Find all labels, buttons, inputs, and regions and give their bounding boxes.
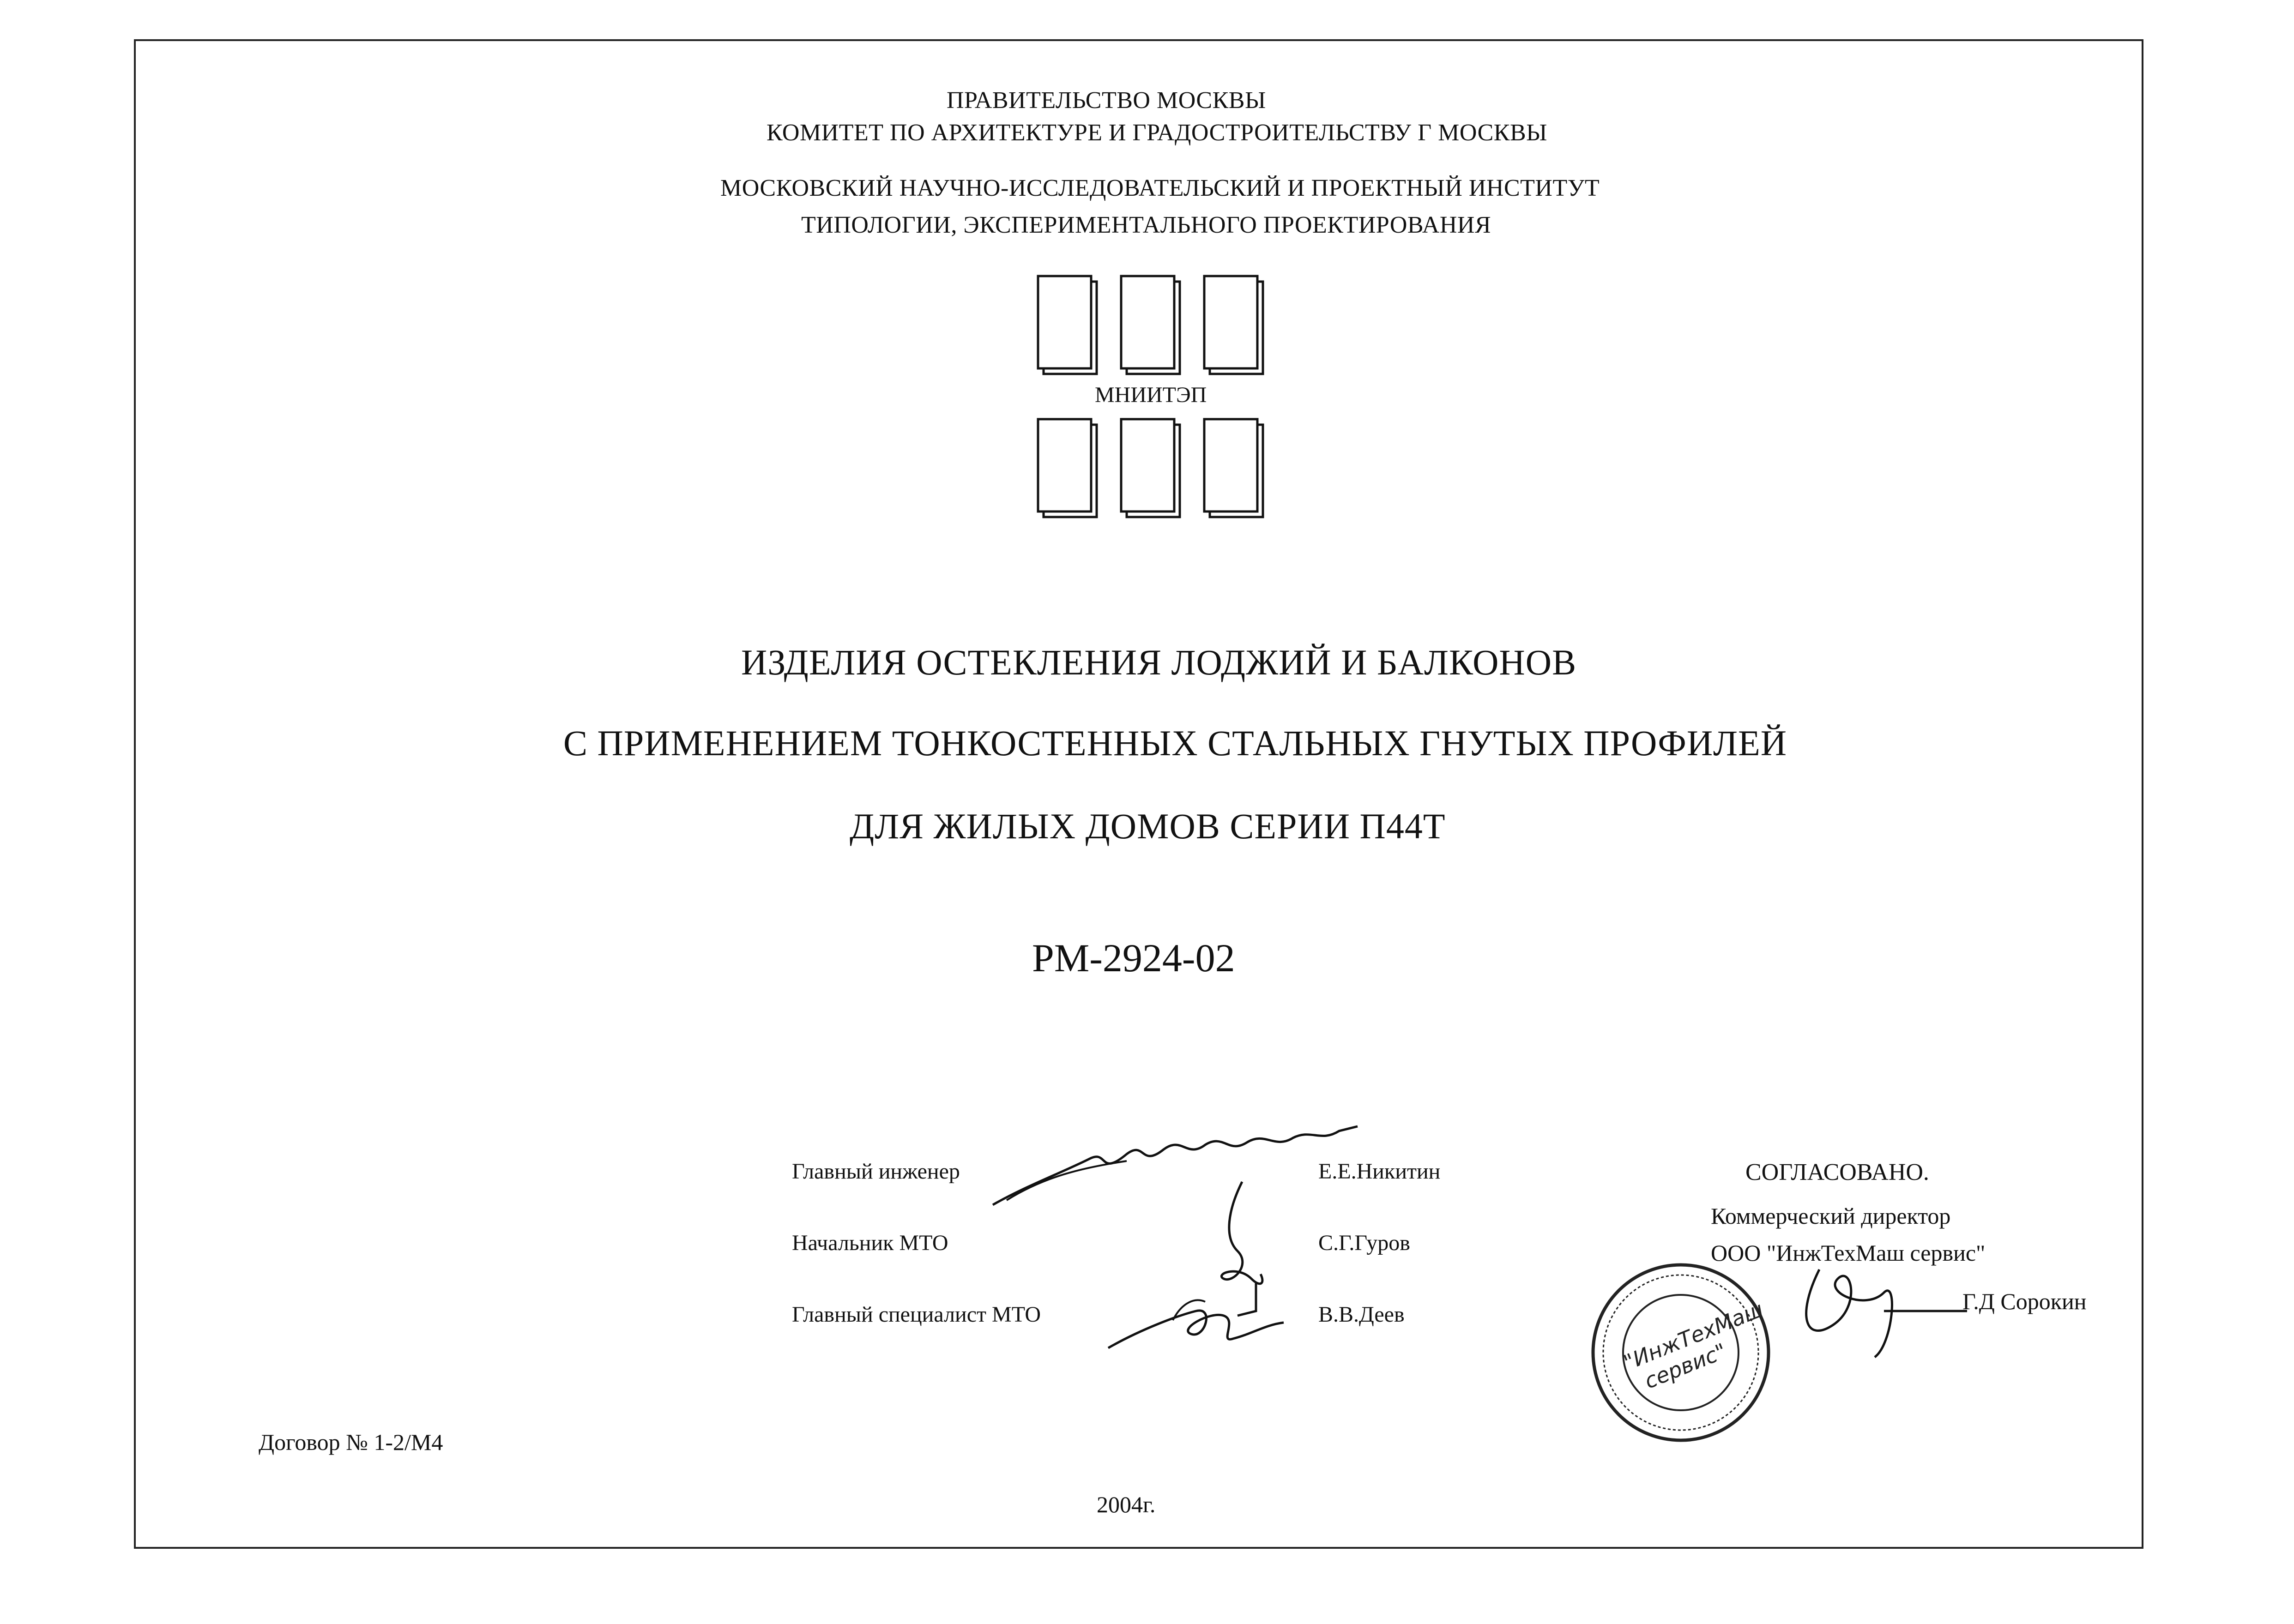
header-line-typology: ТИПОЛОГИИ, ЭКСПЕРИМЕНТАЛЬНОГО ПРОЕКТИРОВАНИЯ [801, 212, 1491, 238]
signature-name-chief-specialist: В.В.Деев [1318, 1302, 1405, 1327]
company-stamp [1588, 1260, 1773, 1445]
handwritten-signature-nikitin [988, 1117, 1367, 1214]
signature-name-head-mto: С.Г.Гуров [1318, 1231, 1410, 1255]
handwritten-signature-deev [1104, 1283, 1288, 1357]
header-line-government: ПРАВИТЕЛЬСТВО МОСКВЫ [947, 87, 1266, 114]
approval-position: Коммерческий директор [1711, 1203, 1951, 1229]
handwritten-signature-sorokin [1778, 1223, 1972, 1362]
approval-heading: СОГЛАСОВАНО. [1745, 1159, 1929, 1185]
signature-name-chief-engineer: Е.Е.Никитин [1318, 1159, 1441, 1184]
document-year: 2004г. [1097, 1492, 1156, 1517]
signature-role-chief-engineer: Главный инженер [792, 1159, 960, 1184]
header-line-committee: КОМИТЕТ ПО АРХИТЕКТУРЕ И ГРАДОСТРОИТЕЛЬСТВУ Г МОСКВЫ [767, 120, 1547, 146]
title-line-3: ДЛЯ ЖИЛЫХ ДОМОВ СЕРИИ П44Т [850, 806, 1446, 846]
logo-label: МНИИТЭП [1092, 382, 1209, 408]
approval-company: ООО "ИнжТехМаш сервис" [1711, 1240, 1986, 1266]
title-line-1: ИЗДЕЛИЯ ОСТЕКЛЕНИЯ ЛОДЖИЙ И БАЛКОНОВ [741, 642, 1577, 682]
stamp-text: "ИнжТехМаш сервис" [1620, 1296, 1767, 1394]
title-line-2: С ПРИМЕНЕНИЕМ ТОНКОСТЕННЫХ СТАЛЬНЫХ ГНУТЫХ ПРОФИЛЕЙ [563, 723, 1787, 763]
signature-role-head-mto: Начальник МТО [792, 1231, 948, 1255]
document-code: РМ-2924-02 [1032, 936, 1235, 980]
header-line-institute: МОСКОВСКИЙ НАУЧНО-ИССЛЕДОВАТЕЛЬСКИЙ И ПРОЕКТНЫЙ ИНСТИТУТ [720, 175, 1600, 201]
approval-name: Г.Д Сорокин [1962, 1288, 2087, 1314]
contract-number: Договор № 1-2/М4 [259, 1429, 443, 1455]
signature-role-chief-specialist: Главный специалист МТО [792, 1302, 1041, 1327]
